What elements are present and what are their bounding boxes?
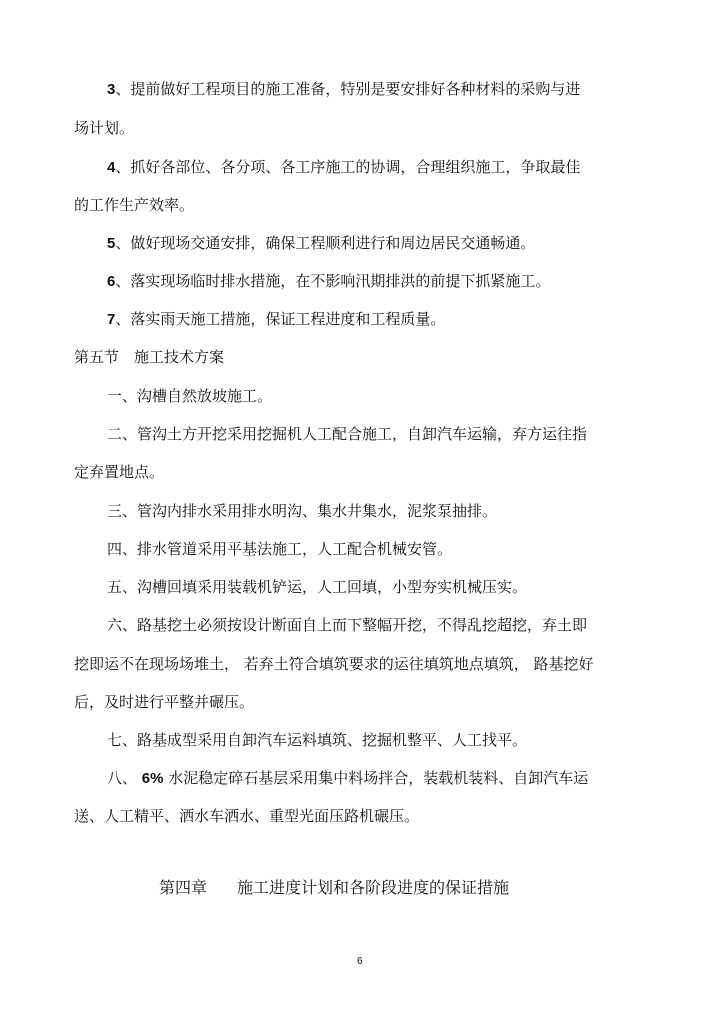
method-3: 三、管沟内排水采用排水明沟、集水井集水，泥浆泵抽排。	[107, 502, 498, 520]
item-4-line-1	[107, 157, 580, 178]
method-6-line-3: 后，及时进行平整并碾压。	[74, 693, 255, 711]
item-4-number: 4	[107, 159, 116, 176]
item-3-number: 3	[107, 81, 116, 98]
method-7: 七、路基成型采用自卸汽车运料填筑、挖掘机整平、人工找平。	[107, 731, 528, 749]
item-5-text: 、做好现场交通安排，确保工程顺利进行和周边居民交通畅通。	[115, 234, 536, 252]
method-8-prefix: 八、	[107, 769, 142, 787]
method-4: 四、排水管道采用平基法施工，人工配合机械安管。	[107, 540, 453, 558]
method-6-line-1: 六、路基挖土必须按设计断面自上而下整幅开挖，不得乱挖超挖，弃土即	[107, 616, 588, 634]
item-4-line-2: 的工作生产效率。	[74, 196, 195, 214]
item-6-number: 6	[107, 273, 116, 290]
method-8-line-2: 送、人工精平、洒水车洒水、重型光面压路机碾压。	[74, 807, 420, 825]
item-5-line	[107, 233, 535, 254]
page-number: 6	[357, 956, 363, 967]
method-6-line-2: 挖即运不在现场场堆土， 若弃土符合填筑要求的运往填筑地点填筑， 路基挖好	[74, 655, 594, 673]
item-3-line-1	[107, 79, 580, 100]
item-7-line	[107, 309, 445, 330]
method-5: 五、沟槽回填采用装载机铲运，人工回填，小型夯实机械压实。	[107, 578, 528, 596]
item-6-line	[107, 271, 550, 292]
method-8-percent: 6%	[141, 770, 164, 787]
item-3-line-2: 场计划。	[74, 119, 135, 137]
item-3-text: 、提前做好工程项目的施工准备，特别是要安排好各种材料的采购与进	[115, 80, 581, 98]
item-4-text: 、抓好各部位、各分项、各工序施工的协调，合理组织施工，争取最佳	[115, 158, 581, 176]
chapter-heading	[159, 877, 509, 899]
item-7-number: 7	[107, 311, 116, 328]
method-1: 一、沟槽自然放坡施工。	[107, 387, 273, 405]
method-2-line-2: 定弃置地点。	[74, 463, 165, 481]
item-5-number: 5	[107, 235, 116, 252]
chapter-label: 第四章	[159, 878, 208, 897]
chapter-title: 施工进度计划和各阶段进度的保证措施	[237, 878, 510, 897]
method-8-text: 水泥稳定碎石基层采用集中料场拌合，装载机装料、自卸汽车运	[163, 769, 589, 787]
section-heading: 第五节 施工技术方案	[74, 348, 225, 366]
method-2-line-1: 二、管沟土方开挖采用挖掘机人工配合施工，自卸汽车运输，弃方运往指	[107, 425, 588, 443]
item-6-text: 、落实现场临时排水措施，在不影响汛期排洪的前提下抓紧施工。	[115, 272, 551, 290]
method-8-line-1	[107, 768, 588, 789]
item-7-text: 、落实雨天施工措施，保证工程进度和工程质量。	[115, 310, 446, 328]
